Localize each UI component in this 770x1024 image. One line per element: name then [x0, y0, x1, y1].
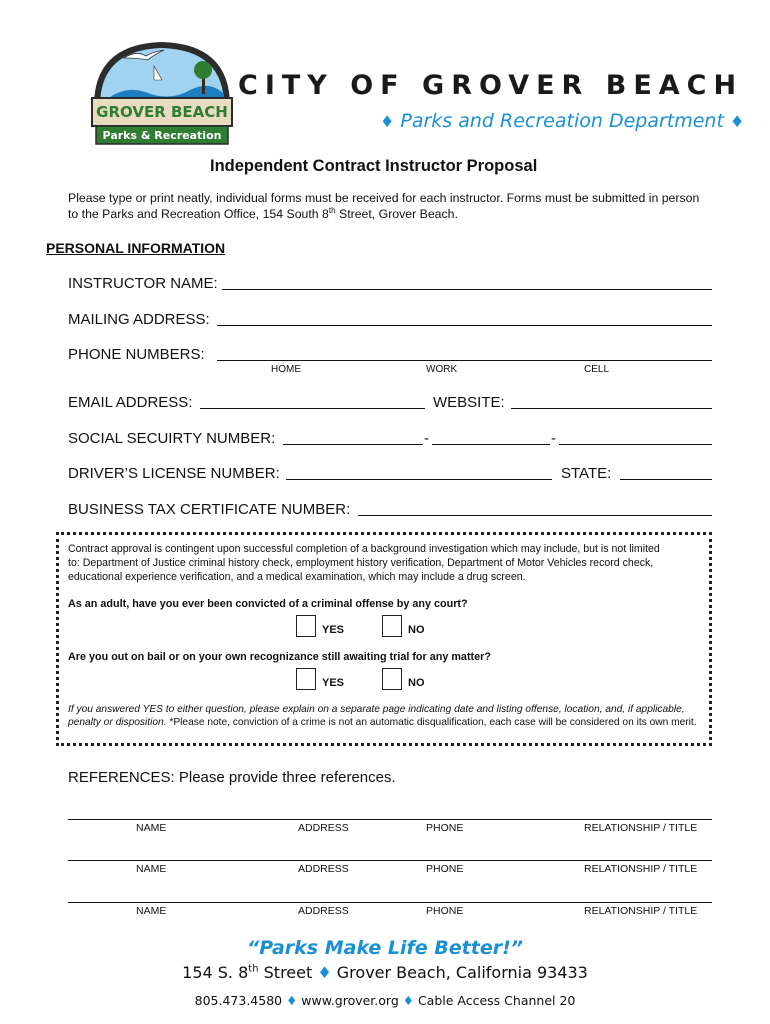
ref-1-phone-label: PHONE: [426, 822, 464, 834]
ref-3-relationship-label: RELATIONSHIP / TITLE: [584, 905, 698, 917]
diamond-icon: ♦: [380, 112, 395, 131]
department-subtitle: [380, 110, 744, 132]
email-label: EMAIL ADDRESS:: [68, 394, 193, 411]
ssn-dash: -: [424, 430, 429, 447]
intro-line-2: [68, 206, 458, 221]
notice-line-2: to: Department of Justice criminal history check, employment history verification, Department of Motor Vehicles record check,: [68, 557, 654, 569]
explain-line-2: [68, 717, 697, 728]
mailing-address-field[interactable]: [217, 325, 712, 326]
drivers-license-field[interactable]: [286, 479, 552, 480]
business-tax-label: BUSINESS TAX CERTIFICATE NUMBER:: [68, 501, 351, 518]
footer-address: [0, 963, 770, 982]
ref-1-name-label: NAME: [136, 822, 167, 834]
svg-text:Parks & Recreation: Parks & Recreation: [102, 129, 222, 142]
phone-numbers-label: PHONE NUMBERS:: [68, 346, 205, 363]
ref-3-phone-label: PHONE: [426, 905, 464, 917]
website-label: WEBSITE:: [433, 394, 505, 411]
diamond-icon: ♦: [402, 993, 414, 1008]
question-convicted: As an adult, have you ever been convicted of a criminal offense by any court?: [68, 598, 468, 610]
drivers-license-label: DRIVER’S LICENSE NUMBER:: [68, 465, 280, 482]
section-title-personal: PERSONAL INFORMATION: [46, 240, 226, 256]
svg-text:GROVER BEACH: GROVER BEACH: [96, 103, 228, 121]
address-text: Grover Beach, California 93433: [331, 963, 588, 982]
mailing-address-label: MAILING ADDRESS:: [68, 311, 210, 328]
convicted-no-checkbox[interactable]: [382, 615, 402, 637]
ssn-field-part1[interactable]: [283, 444, 423, 445]
footer-website[interactable]: www.grover.org: [297, 993, 403, 1008]
address-sup: th: [248, 963, 259, 975]
website-field[interactable]: [511, 408, 712, 409]
ref-1-address-label: ADDRESS: [298, 822, 349, 834]
phone-work-label: WORK: [426, 364, 458, 375]
grover-beach-logo-icon: [90, 36, 234, 148]
ref-2-name-label: NAME: [136, 863, 167, 875]
intro-text: to the Parks and Recreation Office, 154 South 8: [68, 207, 329, 222]
question-bail: Are you out on bail or on your own recognizance still awaiting trial for any matter?: [68, 651, 491, 663]
email-field[interactable]: [200, 408, 425, 409]
ref-1-relationship-label: RELATIONSHIP / TITLE: [584, 822, 698, 834]
intro-sup: th: [328, 206, 336, 215]
intro-line-1: Please type or print neatly, individual forms must be received for each instructor. Forms must be submitted in person: [68, 191, 700, 205]
explain-line-1: If you answered YES to either question, please explain on a separate page indicating date and listing offense, location, and, if applicable,: [68, 704, 685, 715]
explain-plain: *Please note, conviction of a crime is not an automatic disqualification, each case will be considered on its own merit.: [166, 717, 697, 728]
diamond-icon: ♦: [317, 963, 332, 982]
address-text: Street: [258, 963, 318, 982]
convicted-yes-label: YES: [322, 624, 345, 636]
instructor-name-field[interactable]: [222, 289, 712, 290]
state-label: STATE:: [561, 465, 612, 482]
bail-yes-checkbox[interactable]: [296, 668, 316, 690]
address-text: 154 S. 8: [182, 963, 249, 982]
explain-italic: penalty or disposition.: [68, 717, 167, 728]
diamond-icon: ♦: [729, 112, 745, 131]
footer-slogan: “Parks Make Life Better!”: [247, 937, 523, 959]
ssn-label: SOCIAL SECUIRTY NUMBER:: [68, 430, 276, 447]
ref-2-relationship-label: RELATIONSHIP / TITLE: [584, 863, 698, 875]
ssn-field-part3[interactable]: [559, 444, 712, 445]
intro-text: Street, Grover Beach.: [335, 207, 458, 222]
reference-2-field[interactable]: [68, 860, 712, 861]
diamond-icon: ♦: [286, 993, 298, 1008]
footer-phone: 805.473.4580: [194, 993, 287, 1008]
reference-1-field[interactable]: [68, 819, 712, 820]
ssn-field-part2[interactable]: [432, 444, 550, 445]
phone-cell-label: CELL: [584, 364, 610, 375]
city-title: CITY OF GROVER BEACH: [238, 70, 744, 101]
notice-line-1: Contract approval is contingent upon successful completion of a background investigation which may include, but is not limited: [68, 543, 660, 555]
footer-contact: [0, 993, 770, 1008]
ref-2-address-label: ADDRESS: [298, 863, 349, 875]
phone-home-label: HOME: [271, 364, 301, 375]
bail-yes-label: YES: [322, 677, 345, 689]
phone-numbers-field[interactable]: [217, 360, 712, 361]
references-title: REFERENCES: Please provide three references.: [68, 769, 396, 786]
city-logo: [90, 36, 234, 148]
convicted-yes-checkbox[interactable]: [296, 615, 316, 637]
instructor-name-label: INSTRUCTOR NAME:: [68, 275, 218, 292]
department-name: Parks and Recreation Department: [400, 110, 724, 132]
ref-3-address-label: ADDRESS: [298, 905, 349, 917]
ref-3-name-label: NAME: [136, 905, 167, 917]
bail-no-label: NO: [408, 677, 425, 689]
notice-line-3: educational experience verification, and a medical examination, which may include a drug screen.: [68, 571, 526, 583]
footer-cable: Cable Access Channel 20: [413, 993, 576, 1008]
convicted-no-label: NO: [408, 624, 425, 636]
reference-3-field[interactable]: [68, 902, 712, 903]
business-tax-field[interactable]: [358, 515, 712, 516]
state-field[interactable]: [620, 479, 712, 480]
bail-no-checkbox[interactable]: [382, 668, 402, 690]
ref-2-phone-label: PHONE: [426, 863, 464, 875]
document-title: Independent Contract Instructor Proposal: [210, 157, 538, 175]
ssn-dash: -: [551, 430, 556, 447]
